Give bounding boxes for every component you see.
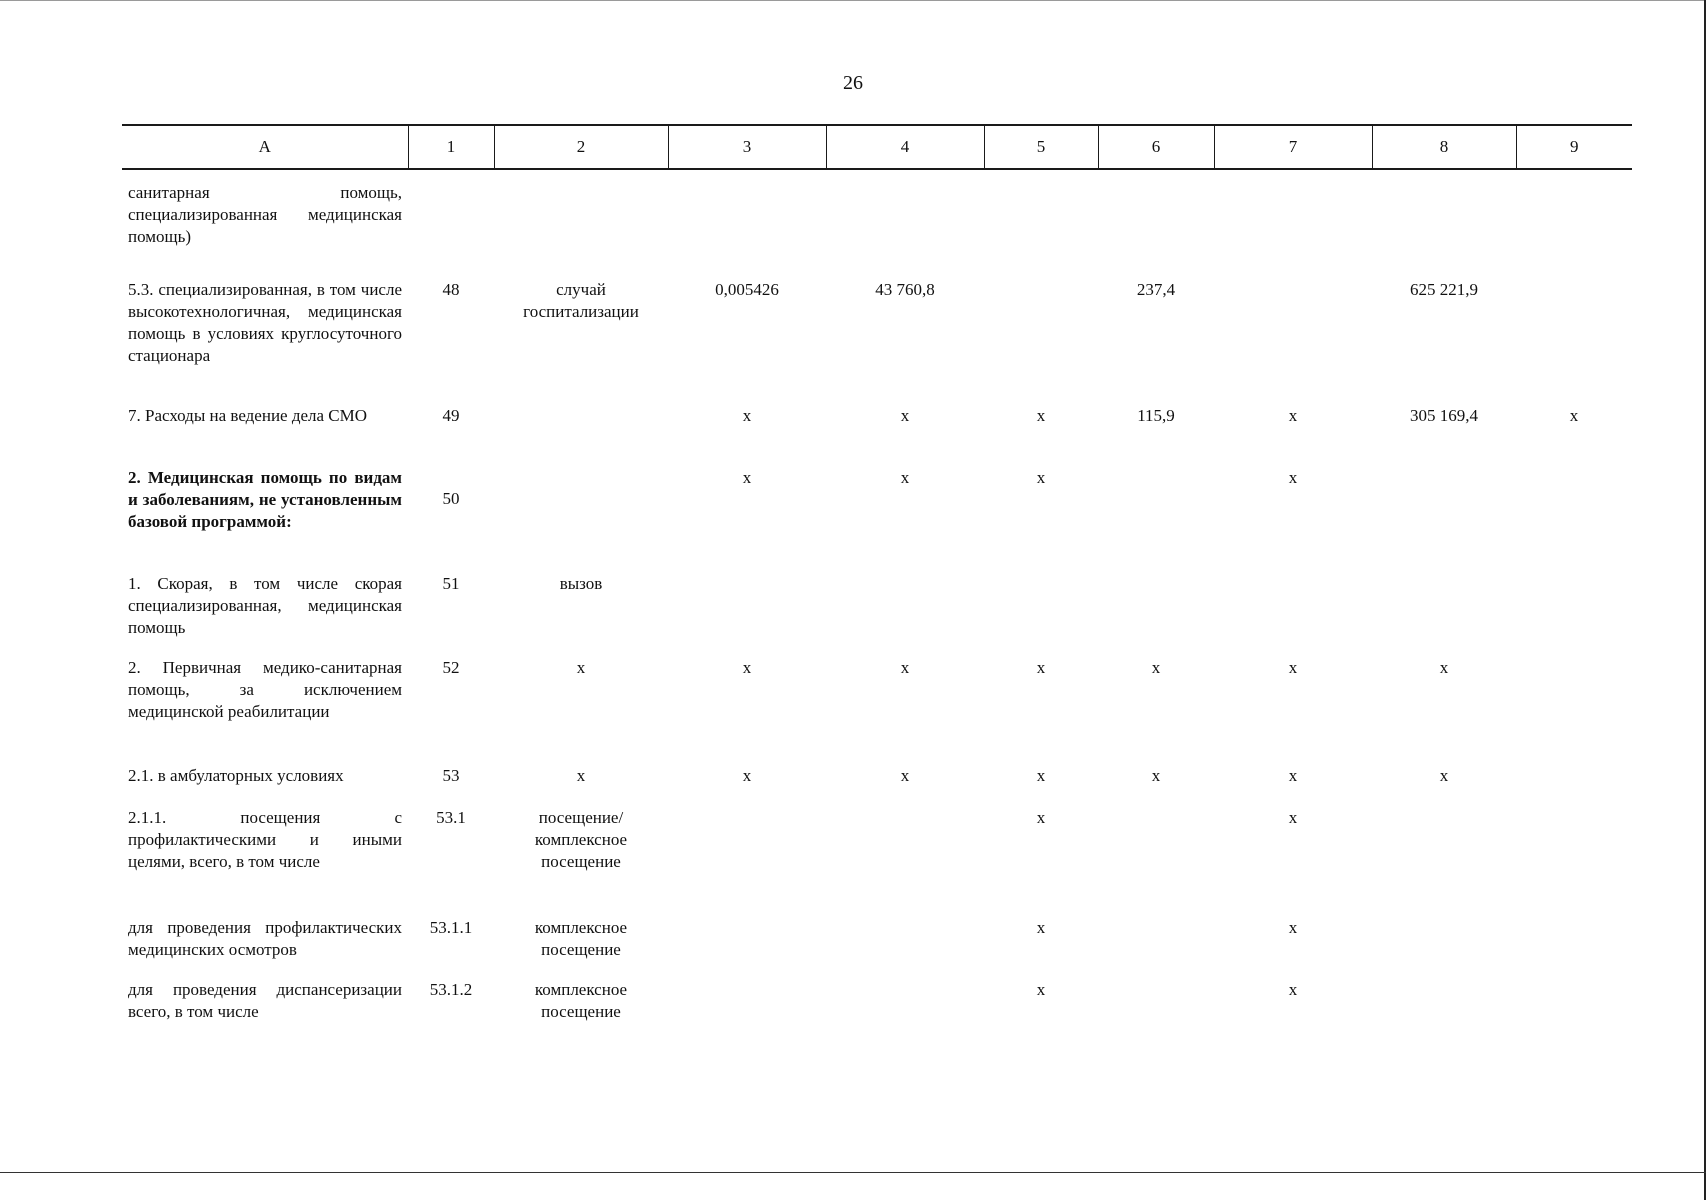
- table-cell-col-4: х: [900, 468, 910, 487]
- table-cell-col-5: х: [1036, 468, 1046, 487]
- column-header-9: 9: [1516, 125, 1632, 169]
- table-cell-col-9: [1516, 644, 1632, 752]
- table-cell-col-7: [1214, 266, 1372, 392]
- table-cell-col-5: [984, 560, 1098, 644]
- table-cell-col-3: х: [742, 658, 752, 677]
- column-header-7: 7: [1214, 125, 1372, 169]
- table-cell-col-7: х: [1288, 658, 1298, 677]
- table-cell-col-2: вызов: [559, 574, 603, 593]
- table-cell-col-6: 237,4: [1136, 280, 1176, 299]
- table-cell-col-5: [984, 169, 1098, 266]
- table-cell-col-3: 0,005426: [715, 280, 779, 299]
- table-row: [122, 454, 1632, 560]
- table-cell-col-9: [1516, 454, 1632, 560]
- table-row: [122, 904, 1632, 966]
- table-cell-col-4: х: [900, 766, 910, 785]
- table-cell-col-4: х: [900, 406, 910, 425]
- table-cell-col-8: [1372, 560, 1516, 644]
- table-cell-col-7: [1214, 169, 1372, 266]
- table-cell-col-3: [668, 904, 826, 966]
- table-cell-col-1: 53: [442, 766, 460, 785]
- table-row: [122, 392, 1632, 454]
- table-row: [122, 794, 1632, 904]
- table-cell-col-7: х: [1288, 808, 1298, 827]
- page-edge-bottom: [0, 1172, 1706, 1173]
- column-header-3: 3: [668, 125, 826, 169]
- table-cell-col-4: [826, 904, 984, 966]
- column-header-4: 4: [826, 125, 984, 169]
- table-cell-col-7: [1214, 560, 1372, 644]
- page-number: 26: [843, 72, 863, 94]
- table-cell-col-4: [826, 966, 984, 1036]
- table-cell-col-1: 53.1: [436, 808, 466, 827]
- table-cell-col-5: х: [1036, 766, 1046, 785]
- table-cell-col-8: 305 169,4: [1410, 406, 1478, 425]
- table-cell-col-8: 625 221,9: [1410, 280, 1478, 299]
- table-cell-col-8: [1372, 169, 1516, 266]
- row-label: 2.1. в амбулаторных условиях: [128, 766, 344, 785]
- table-cell-col-2: [494, 169, 668, 266]
- table-cell-col-7: х: [1288, 468, 1298, 487]
- table-cell-col-9: [1516, 794, 1632, 904]
- table-cell-col-1: [408, 169, 494, 266]
- row-label: санитарная помощь, специализированная медицинская помощь): [128, 183, 402, 247]
- table-cell-col-9: [1516, 560, 1632, 644]
- column-header-5: 5: [984, 125, 1098, 169]
- table-cell-col-3: х: [742, 766, 752, 785]
- table-cell-col-2: посещение/комплексное посещение: [534, 808, 628, 872]
- table-cell-col-9: [1516, 966, 1632, 1036]
- table-cell-col-3: х: [742, 468, 752, 487]
- table-row: [122, 560, 1632, 644]
- table-cell-col-3: [668, 966, 826, 1036]
- table-cell-col-1: 50: [442, 489, 460, 508]
- column-header-6: 6: [1098, 125, 1214, 169]
- table-cell-col-1: 53.1.1: [429, 918, 473, 937]
- table-cell-col-5: х: [1036, 808, 1046, 827]
- table-cell-col-7: х: [1288, 918, 1298, 937]
- table-row: [122, 966, 1632, 1036]
- table-cell-col-1: 48: [442, 280, 460, 299]
- row-label: 2. Медицинская помощь по видам и заболеваниям, не установленным базовой программой:: [128, 468, 402, 532]
- table-cell-col-5: х: [1036, 658, 1046, 677]
- table-cell-col-5: х: [1036, 980, 1046, 999]
- table-cell-col-4: [826, 169, 984, 266]
- table-cell-col-4: [826, 794, 984, 904]
- table-cell-col-4: х: [900, 658, 910, 677]
- table-cell-col-1: 51: [442, 574, 460, 593]
- table-cell-col-9: [1516, 904, 1632, 966]
- table-cell-col-3: [668, 169, 826, 266]
- table-cell-col-6: [1098, 794, 1214, 904]
- table-body: [122, 169, 1632, 1036]
- row-label: 2. Первичная медико-санитарная помощь, за исключением медицинской реабилитации: [128, 658, 402, 722]
- table-cell-col-3: х: [742, 406, 752, 425]
- table-cell-col-6: [1098, 560, 1214, 644]
- table-cell-col-9: [1516, 752, 1632, 794]
- table-cell-col-1: 49: [442, 406, 460, 425]
- table-cell-col-6: [1098, 454, 1214, 560]
- header-row: [122, 125, 1632, 169]
- table-cell-col-7: х: [1288, 766, 1298, 785]
- table-cell-col-6: [1098, 966, 1214, 1036]
- table-cell-col-2: х: [576, 658, 586, 677]
- table-cell-col-2: [494, 454, 668, 560]
- column-header-a: А: [122, 125, 408, 169]
- table-cell-col-8: [1372, 794, 1516, 904]
- table-cell-col-8: [1372, 904, 1516, 966]
- table-cell-col-5: х: [1036, 406, 1046, 425]
- data-table: [122, 124, 1632, 1036]
- table-row: [122, 752, 1632, 794]
- table-cell-col-8: [1372, 966, 1516, 1036]
- table-cell-col-6: [1098, 169, 1214, 266]
- table-cell-col-4: 43 760,8: [875, 280, 935, 299]
- table-cell-col-2: случай госпитализации: [523, 280, 639, 322]
- table-cell-col-9: [1516, 169, 1632, 266]
- table-cell-col-4: [826, 560, 984, 644]
- table-row: [122, 644, 1632, 752]
- column-header-8: 8: [1372, 125, 1516, 169]
- table-cell-col-7: х: [1288, 980, 1298, 999]
- table-cell-col-9: х: [1569, 406, 1579, 425]
- table-cell-col-6: 115,9: [1137, 406, 1175, 425]
- table-cell-col-5: х: [1036, 918, 1046, 937]
- table-cell-col-7: х: [1288, 406, 1298, 425]
- table-cell-col-6: х: [1151, 658, 1161, 677]
- column-header-1: 1: [408, 125, 494, 169]
- table-cell-col-1: 53.1.2: [429, 980, 473, 999]
- row-label: 1. Скорая, в том числе скорая специализированная, медицинская помощь: [128, 574, 402, 638]
- row-label: 2.1.1. посещения с профилактическими и иными целями, всего, в том числе: [128, 808, 402, 872]
- table-cell-col-8: [1372, 454, 1516, 560]
- table-cell-col-8: х: [1439, 766, 1449, 785]
- table-row: [122, 169, 1632, 266]
- table-cell-col-6: х: [1151, 766, 1161, 785]
- table-cell-col-9: [1516, 266, 1632, 392]
- table-cell-col-8: х: [1439, 658, 1449, 677]
- table-cell-col-1: 52: [442, 658, 460, 677]
- table-cell-col-2: комплексное посещение: [534, 918, 628, 960]
- table-row: [122, 266, 1632, 392]
- row-label: 5.3. специализированная, в том числе высокотехнологичная, медицинская помощь в условиях круглосуточного стационара: [128, 280, 402, 366]
- table-cell-col-2: х: [576, 766, 586, 785]
- column-header-2: 2: [494, 125, 668, 169]
- table-cell-col-6: [1098, 904, 1214, 966]
- table-cell-col-3: [668, 560, 826, 644]
- row-label: для проведения диспансеризации всего, в том числе: [128, 980, 402, 1022]
- row-label: для проведения профилактических медицинских осмотров: [128, 918, 402, 960]
- table-cell-col-2: [494, 392, 668, 454]
- table-cell-col-2: комплексное посещение: [534, 980, 628, 1022]
- row-label: 7. Расходы на ведение дела СМО: [128, 406, 368, 425]
- table-cell-col-3: [668, 794, 826, 904]
- table-cell-col-5: [984, 266, 1098, 392]
- page-edge-top: [0, 0, 1706, 1]
